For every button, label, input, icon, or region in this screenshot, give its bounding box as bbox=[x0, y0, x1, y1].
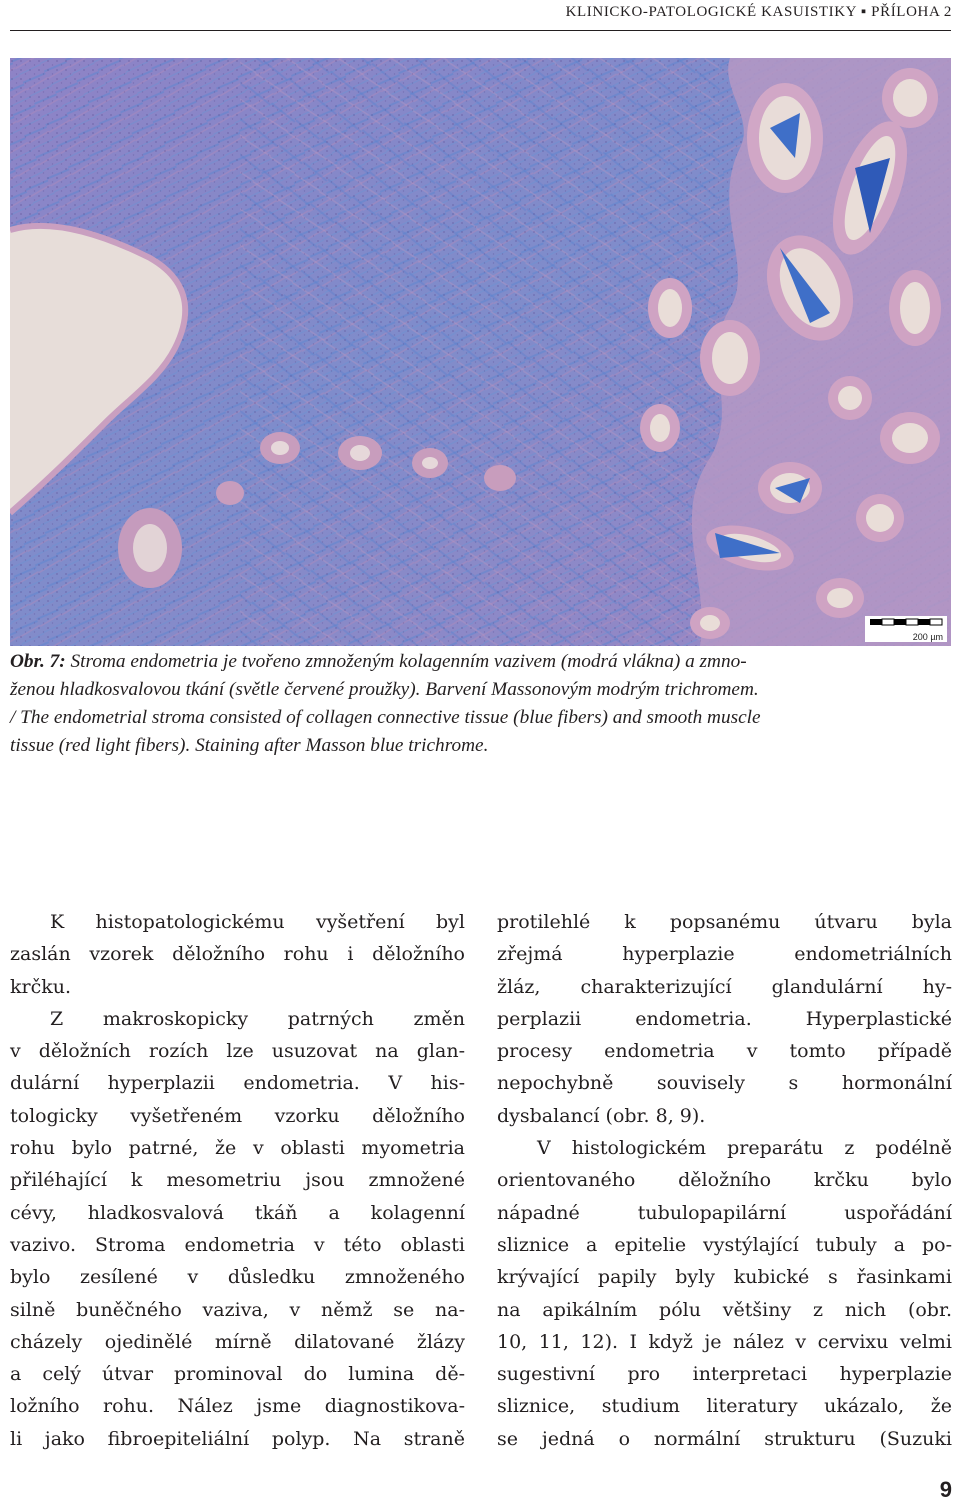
text-line: tologicky vyšetřeném vzorku děložního bbox=[10, 1104, 465, 1127]
scale-bar-label: 200 µm bbox=[912, 632, 943, 642]
text-line: žláz, charakterizující glandulární hy- bbox=[497, 975, 952, 998]
text-line: krčku. bbox=[10, 975, 72, 998]
caption-line-3: / The endometrial stroma consisted of collagen connective tissue (blue fibers) and smooth muscle bbox=[10, 707, 761, 728]
body-column-right bbox=[497, 906, 952, 1455]
text-line: bylo zesílené v důsledku zmnoženého bbox=[10, 1266, 465, 1289]
text-line: procesy endometria v tomto případě bbox=[497, 1040, 952, 1063]
text-line: zřejmá hyperplazie endometriálních bbox=[497, 943, 952, 966]
text-line: sliznice a epitelie vystýlající tubuly a po- bbox=[497, 1233, 952, 1256]
text-line: krývající papily byly kubické s řasinkami bbox=[497, 1266, 952, 1289]
text-line: silně buněčného vaziva, v němž se na- bbox=[10, 1298, 465, 1321]
text-line: přiléhající k mesometriu jsou zmnožené bbox=[10, 1169, 465, 1192]
caption-line-4: tissue (red light fibers). Staining after Masson blue trichrome. bbox=[10, 735, 489, 756]
text-line: ložního rohu. Nález jsme diagnostikova- bbox=[10, 1395, 465, 1418]
text-line: rohu bylo patrné, že v oblasti myometria bbox=[10, 1137, 465, 1160]
text-line: na apikálním pólu většiny z nich (obr. bbox=[497, 1298, 952, 1321]
text-line: li jako fibroepiteliální polyp. Na straně bbox=[10, 1427, 465, 1450]
text-line: cévy, hladkosvalová tkáň a kolagenní bbox=[10, 1201, 465, 1224]
text-line: perplazii endometria. Hyperplastické bbox=[497, 1007, 952, 1030]
text-line: v děložních rozích lze usuzovat na glan- bbox=[10, 1040, 465, 1063]
text-line: se jedná o normální strukturu (Suzuki bbox=[497, 1427, 952, 1450]
text-line: dulární hyperplazii endometria. V his- bbox=[10, 1072, 465, 1095]
text-line: 10, 11, 12). I když je nález v cervixu velmi bbox=[497, 1330, 952, 1353]
figure-caption bbox=[10, 648, 954, 760]
header-rule bbox=[10, 30, 951, 31]
figure-label: Obr. 7: bbox=[10, 651, 66, 672]
text-line: zaslán vzorek děložního rohu i děložního bbox=[10, 943, 465, 966]
text-line: vazivo. Stroma endometria v této oblasti bbox=[10, 1233, 465, 1256]
text-line: dysbalancí (obr. 8, 9). bbox=[497, 1104, 706, 1127]
caption-line-2: ženou hladkosvalovou tkání (světle červené proužky). Barvení Massonovým modrým trichromem. bbox=[10, 679, 759, 700]
page-number: 9 bbox=[939, 1477, 952, 1502]
text-line: Z makroskopicky patrných změn bbox=[50, 1007, 465, 1030]
text-line: a celý útvar prominoval do lumina dě- bbox=[10, 1363, 465, 1386]
body-column-left bbox=[10, 906, 465, 1455]
histology-figure bbox=[10, 58, 951, 646]
text-line: orientovaného děložního krčku bylo bbox=[497, 1169, 952, 1192]
histology-micrograph bbox=[10, 58, 951, 646]
text-line: nápadné tubulopapilární uspořádání bbox=[497, 1201, 952, 1224]
caption-line-1: Obr. 7: Stroma endometria je tvořeno zmnoženým kolagenním vazivem (modrá vlákna) a zmno- bbox=[10, 651, 747, 672]
text-line: cházely ojedinělé mírně dilatované žlázy bbox=[10, 1330, 465, 1353]
running-header: KLINICKO-PATOLOGICKÉ KASUISTIKY ▪ PŘÍLOHA 2 bbox=[565, 4, 952, 20]
text-line: sliznice, studium literatury ukázalo, že bbox=[497, 1395, 952, 1418]
text-line: sugestivní pro interpretaci hyperplazie bbox=[497, 1363, 952, 1386]
text-line: protilehlé k popsanému útvaru byla bbox=[497, 911, 952, 933]
text-line: V histologickém preparátu z podélně bbox=[537, 1137, 952, 1160]
text-line: K histopatologickému vyšetření byl bbox=[50, 911, 465, 933]
text-line: nepochybně souvisely s hormonální bbox=[497, 1072, 952, 1095]
